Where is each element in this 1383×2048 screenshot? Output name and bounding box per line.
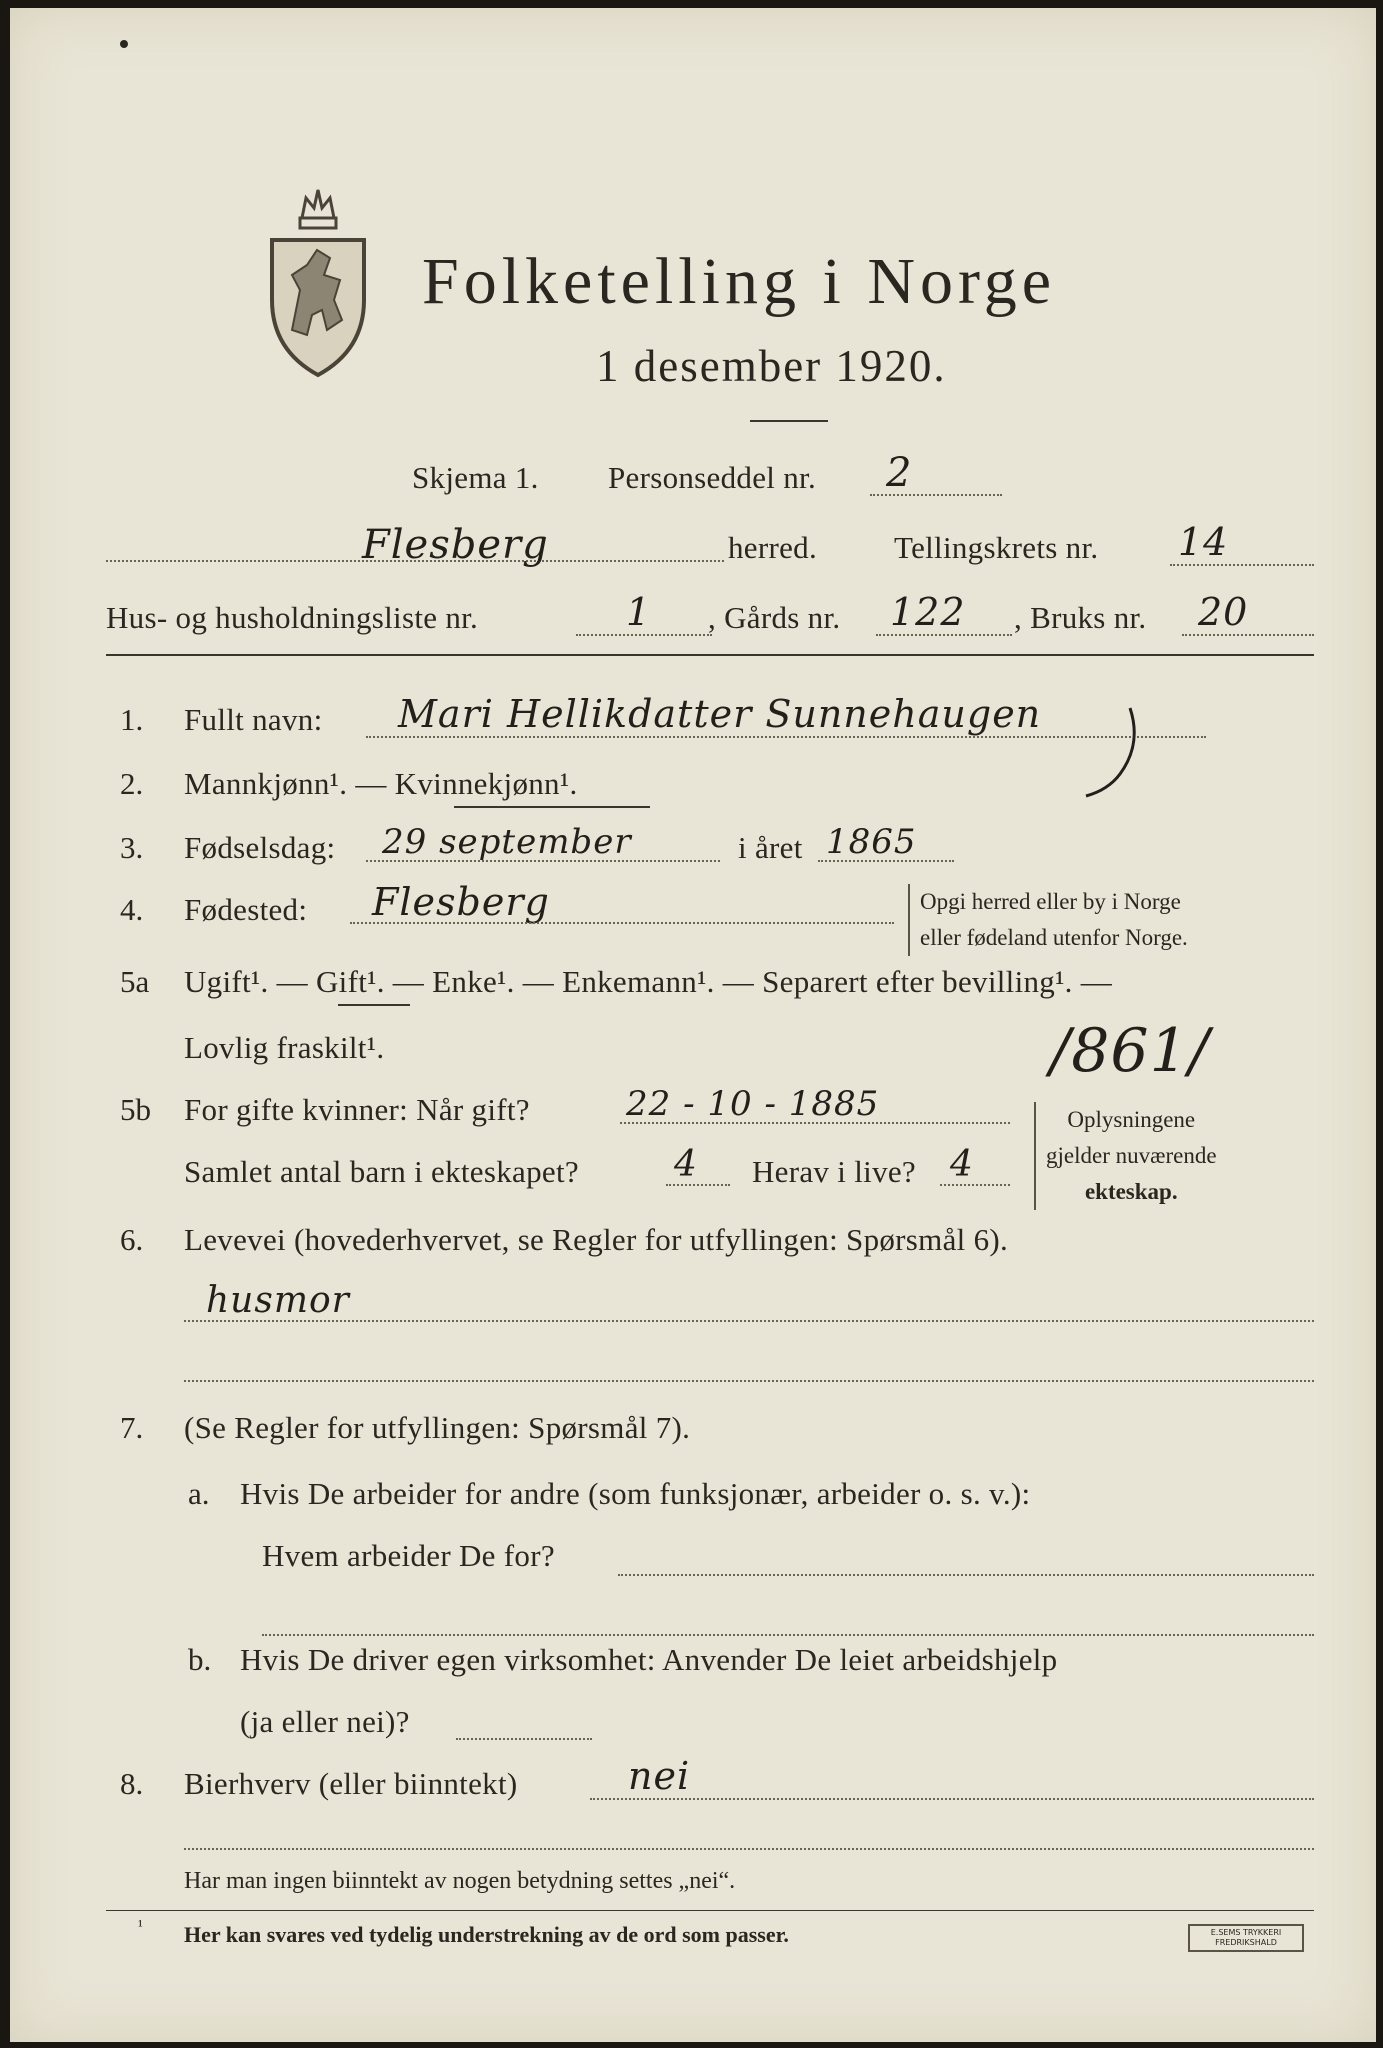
marriage-note-line2: gjelder nuværende (1046, 1143, 1217, 1168)
q7a-line2: Hvem arbeider De for? (262, 1538, 555, 1573)
marital-underline (338, 1004, 410, 1006)
birthplace-note-line1: Opgi herred eller by i Norge (920, 889, 1181, 914)
married-date-value: 22 - 10 - 1885 (626, 1084, 880, 1124)
employer-line-2 (262, 1634, 1314, 1636)
gards-line (876, 634, 1012, 636)
q7b-letter: b. (188, 1642, 212, 1677)
marital-options-line2: Lovlig fraskilt¹. (184, 1030, 385, 1065)
q4-label: Fødested: (184, 892, 308, 927)
footnote-mark: ¹ (138, 1918, 143, 1935)
birth-year-line (818, 860, 954, 862)
marriage-note-line1: Oplysningene (1067, 1107, 1196, 1132)
gender-underline (454, 806, 650, 808)
marriage-note (1034, 1102, 1217, 1210)
personseddel-line (870, 494, 1002, 496)
header-divider (106, 654, 1314, 656)
herred-label: herred. (728, 530, 818, 565)
herred-value: Flesberg (362, 522, 549, 568)
occupation-line-2 (184, 1380, 1314, 1382)
q7b-line1: Hvis De driver egen virksomhet: Anvender De leiet arbeidshjelp (240, 1642, 1058, 1677)
hus-label: Hus- og husholdningsliste nr. (106, 600, 479, 635)
children-value: 4 (674, 1144, 698, 1185)
q8-number: 8. (120, 1766, 144, 1801)
birth-year-value: 1865 (826, 822, 917, 862)
q7a-line1: Hvis De arbeider for andre (som funksjonær, arbeider o. s. v.): (240, 1476, 1031, 1511)
q6-label: Levevei (hovederhvervet, se Regler for utfyllingen: Spørsmål 6). (184, 1222, 1009, 1257)
side-income-line-1 (590, 1798, 1314, 1800)
q3-number: 3. (120, 830, 144, 865)
gender-mark (1070, 704, 1150, 800)
q3-label: Fødselsdag: (184, 830, 336, 865)
title-divider (750, 420, 828, 422)
coat-of-arms-icon (262, 180, 374, 385)
tellingskrets-value: 14 (1178, 520, 1229, 564)
marital-annotation: /861/ (1050, 1016, 1210, 1086)
skjema-label: Skjema 1. (412, 460, 539, 495)
footnote-text: Her kan svares ved tydelig understrekning av de ord som passer. (184, 1922, 789, 1947)
employer-line-1 (618, 1574, 1314, 1576)
q7a-letter: a. (188, 1476, 210, 1511)
personseddel-value: 2 (886, 450, 913, 496)
full-name-value: Mari Hellikdatter Sunnehaugen (398, 692, 1042, 736)
side-income-line-2 (184, 1848, 1314, 1850)
q1-number: 1. (120, 702, 144, 737)
tellingskrets-line (1170, 564, 1314, 566)
birth-year-label: i året (738, 830, 803, 865)
children-label: Samlet antal barn i ekteskapet? (184, 1154, 579, 1189)
side-income-value: nei (628, 1754, 691, 1798)
q8-label: Bierhverv (eller biinntekt) (184, 1766, 518, 1801)
tellingskrets-label: Tellingskrets nr. (894, 530, 1099, 565)
marriage-note-line3: ekteskap. (1084, 1179, 1178, 1204)
q5a-number: 5a (120, 964, 150, 999)
married-date-line (620, 1122, 1010, 1124)
bruks-label: , Bruks nr. (1014, 600, 1147, 635)
gender-options: Mannkjønn¹. — Kvinnekjønn¹. (184, 766, 578, 801)
hired-help-line (456, 1738, 592, 1740)
bruks-value: 20 (1198, 590, 1249, 634)
no-income-note: Har man ingen biinntekt av nogen betydning settes „nei“. (184, 1868, 736, 1894)
q6-number: 6. (120, 1222, 144, 1257)
q2-number: 2. (120, 766, 144, 801)
q7-label: (Se Regler for utfyllingen: Spørsmål 7). (184, 1410, 691, 1445)
personseddel-label: Personseddel nr. (608, 460, 816, 495)
bruks-line (1182, 634, 1314, 636)
q1-label: Fullt navn: (184, 702, 323, 737)
gards-value: 122 (890, 590, 966, 634)
ink-dot (120, 40, 128, 48)
alive-label: Herav i live? (752, 1154, 916, 1189)
q7b-line2: (ja eller nei)? (240, 1704, 410, 1739)
hus-line (576, 634, 712, 636)
alive-line (940, 1184, 1010, 1186)
married-date-label: For gifte kvinner: Når gift? (184, 1092, 530, 1127)
alive-value: 4 (950, 1144, 974, 1185)
birth-date-value: 29 september (382, 822, 632, 862)
marital-options: Ugift¹. — Gift¹. — Enke¹. — Enkemann¹. — Separert efter bevilling¹. — (184, 964, 1113, 999)
children-line (666, 1184, 730, 1186)
birthplace-value: Flesberg (372, 880, 550, 924)
footer-divider (106, 1910, 1314, 1911)
form-title: Folketelling i Norge (422, 245, 1057, 318)
occupation-line-1 (184, 1320, 1314, 1322)
gards-label: , Gårds nr. (708, 600, 841, 635)
q7-number: 7. (120, 1410, 144, 1445)
census-form-page (10, 8, 1376, 2042)
birthplace-note (908, 884, 1188, 956)
census-date: 1 desember 1920. (596, 341, 947, 391)
q4-number: 4. (120, 892, 144, 927)
birthplace-line (350, 922, 894, 924)
birth-date-line (366, 860, 720, 862)
printer-stamp: E.SEMS TRYKKERI FREDRIKSHALD (1188, 1924, 1304, 1952)
birthplace-note-line2: eller fødeland utenfor Norge. (920, 925, 1188, 950)
occupation-value: husmor (206, 1280, 350, 1321)
q5b-number: 5b (120, 1092, 151, 1127)
hus-value: 1 (626, 590, 652, 634)
